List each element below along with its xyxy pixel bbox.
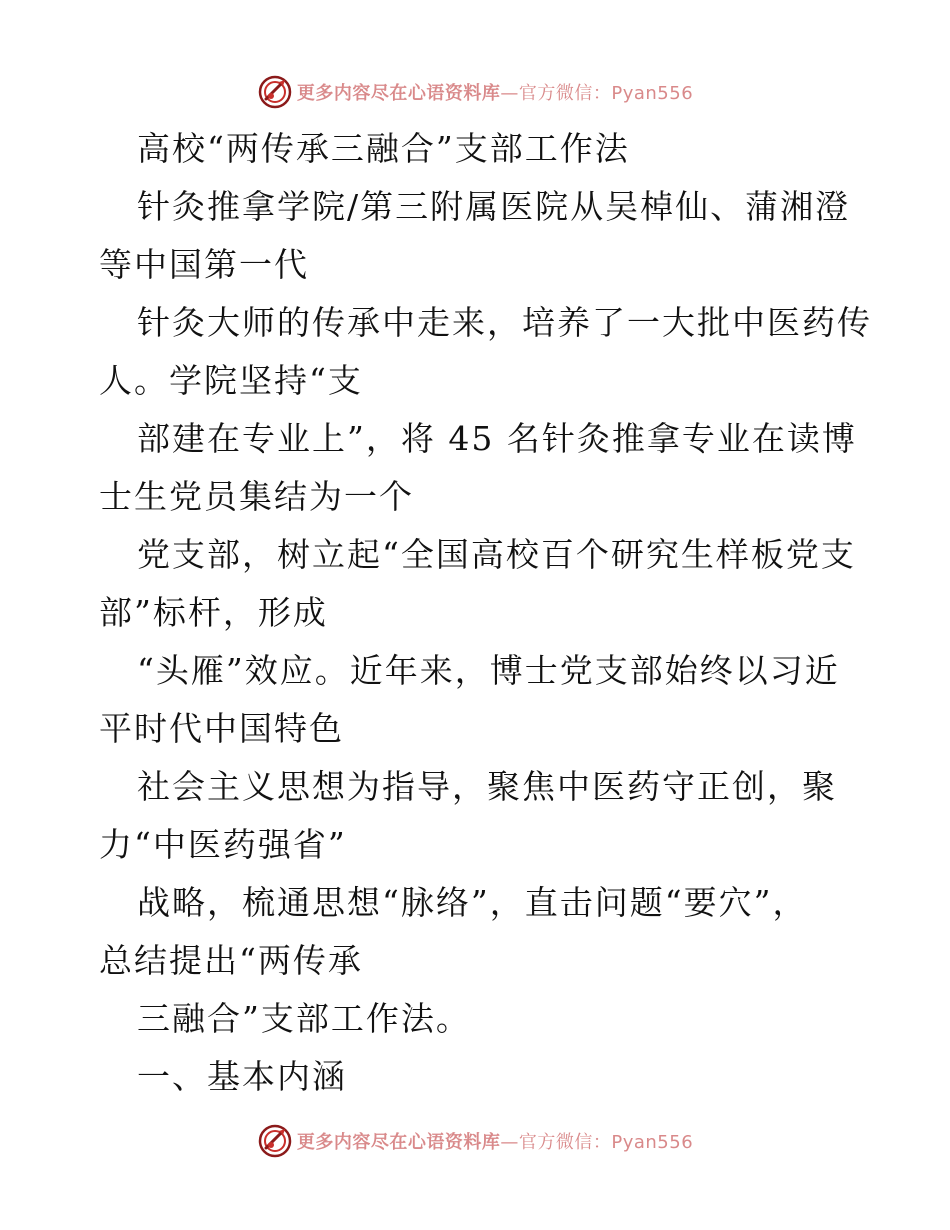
paragraph-line: 社会主义思想为指导，聚焦中医药守正创，聚 bbox=[137, 767, 837, 806]
header-watermark-banner bbox=[0, 72, 950, 112]
paragraph-line: 总结提出“两传承 bbox=[99, 941, 363, 980]
paragraph-line: 战略，梳通思想“脉络”，直击问题“要穴”， bbox=[137, 883, 808, 922]
paragraph-line: “头雁”效应。近年来，博士党支部始终以习近 bbox=[137, 651, 840, 690]
paragraph-line: 三融合”支部工作法。 bbox=[137, 999, 471, 1038]
section-heading: 一、基本内涵 bbox=[137, 1057, 347, 1096]
brand-logo-icon bbox=[257, 1123, 293, 1159]
watermark-text: 更多内容尽在心语资料库—官方微信：Pyan556 bbox=[296, 1132, 694, 1153]
paragraph-line: 部”标杆，形成 bbox=[99, 593, 328, 632]
paragraph-line: 士生党员集结为一个 bbox=[99, 477, 414, 516]
paragraph-line: 针灸推拿学院/第三附属医院从吴棹仙、蒲湘澄 bbox=[137, 187, 851, 226]
paragraph-line: 人。学院坚持“支 bbox=[99, 361, 363, 400]
document-body bbox=[99, 120, 872, 1106]
paragraph-line: 党支部，树立起“全国高校百个研究生样板党支 bbox=[137, 535, 856, 574]
watermark-text: 更多内容尽在心语资料库—官方微信：Pyan556 bbox=[296, 83, 694, 104]
footer-watermark-banner bbox=[0, 1121, 950, 1161]
paragraph-line: 平时代中国特色 bbox=[99, 709, 344, 748]
document-title: 高校“两传承三融合”支部工作法 bbox=[137, 129, 630, 168]
paragraph-line: 针灸大师的传承中走来，培养了一大批中医药传 bbox=[137, 303, 872, 342]
paragraph-line: 等中国第一代 bbox=[99, 245, 309, 284]
paragraph-line: 力“中医药强省” bbox=[99, 825, 347, 864]
paragraph-line: 部建在专业上”，将 45 名针灸推拿专业在读博 bbox=[137, 419, 857, 458]
brand-logo-icon bbox=[257, 74, 293, 110]
